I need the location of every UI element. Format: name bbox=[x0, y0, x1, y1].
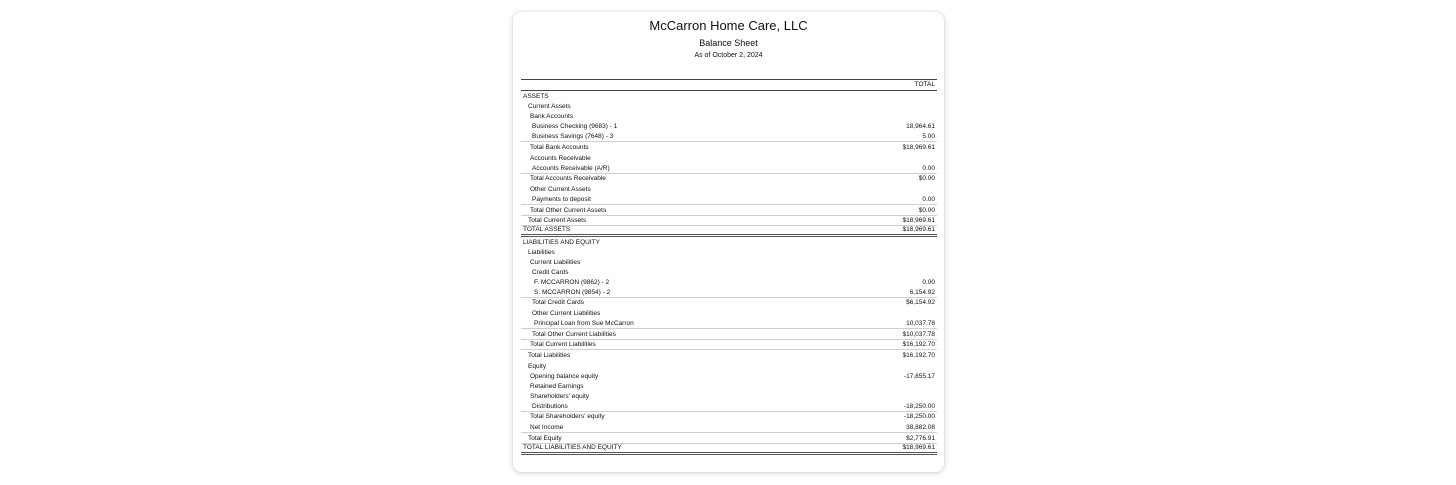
balance-sheet-report bbox=[513, 12, 944, 472]
row-amount: $18,969.61 bbox=[902, 217, 935, 224]
balance-sheet-table bbox=[521, 79, 937, 455]
row-label: Retained Earnings bbox=[530, 382, 584, 390]
total-row bbox=[521, 328, 937, 339]
row-label: Shareholders' equity bbox=[530, 392, 590, 400]
row-label: Distributions bbox=[532, 402, 568, 410]
table-row bbox=[521, 257, 937, 267]
row-amount: $0.00 bbox=[918, 206, 935, 214]
report-date: As of October 2, 2024 bbox=[694, 52, 763, 59]
total-row bbox=[521, 141, 937, 152]
table-row bbox=[521, 111, 937, 121]
row-amount: $6,154.92 bbox=[906, 299, 935, 306]
table-body bbox=[521, 91, 937, 455]
row-label: LIABILITIES AND EQUITY bbox=[523, 238, 600, 246]
total-row bbox=[521, 443, 937, 455]
row-amount: $18,969.61 bbox=[902, 443, 935, 451]
total-row bbox=[521, 349, 937, 360]
row-amount: 5.00 bbox=[922, 133, 935, 140]
row-amount: $16,192.70 bbox=[902, 341, 935, 348]
table-row bbox=[521, 360, 937, 371]
row-amount: $18,969.61 bbox=[902, 226, 935, 233]
row-label: Liabilities bbox=[528, 248, 555, 256]
row-label: Equity bbox=[528, 362, 547, 370]
row-label: Other Current Assets bbox=[530, 186, 591, 193]
total-row bbox=[521, 297, 937, 308]
table-row bbox=[521, 121, 937, 131]
row-label: Total Current Liabilities bbox=[530, 341, 596, 348]
table-row bbox=[521, 318, 937, 328]
row-label: Payments to deposit bbox=[532, 196, 591, 203]
total-row bbox=[521, 411, 937, 422]
table-row bbox=[521, 101, 937, 111]
row-amount: -18,250.00 bbox=[903, 402, 935, 410]
total-row bbox=[521, 215, 937, 226]
row-label: Total Bank Accounts bbox=[530, 143, 589, 151]
total-row bbox=[521, 204, 937, 215]
table-row bbox=[521, 194, 937, 204]
row-amount: 0.00 bbox=[922, 196, 935, 203]
row-label: Total Equity bbox=[528, 434, 562, 442]
row-amount: 0.00 bbox=[922, 278, 935, 286]
row-amount: $10,037.78 bbox=[902, 330, 935, 338]
row-label: Total Other Current Liabilities bbox=[532, 330, 616, 338]
table-row bbox=[521, 277, 937, 287]
table-row bbox=[521, 391, 937, 401]
company-name: McCarron Home Care, LLC bbox=[649, 18, 808, 33]
row-label: Credit Cards bbox=[532, 268, 569, 276]
row-amount: 18,964.61 bbox=[906, 123, 935, 130]
row-label: TOTAL LIABILITIES AND EQUITY bbox=[523, 443, 622, 451]
row-label: Total Accounts Receivable bbox=[530, 175, 606, 182]
row-label: Bank Accounts bbox=[530, 113, 573, 120]
row-label: Current Liabilities bbox=[530, 258, 581, 266]
row-label: Total Credit Cards bbox=[532, 299, 585, 306]
section-header-row bbox=[521, 237, 937, 247]
row-label: Current Assets bbox=[528, 103, 571, 110]
total-row bbox=[521, 173, 937, 184]
table-row bbox=[521, 131, 937, 141]
total-row bbox=[521, 432, 937, 443]
row-amount: 0.00 bbox=[922, 164, 935, 172]
column-header-total: TOTAL bbox=[914, 81, 935, 88]
row-amount: 6,154.92 bbox=[909, 288, 935, 296]
table-row bbox=[521, 381, 937, 391]
row-label: Accounts Receivable bbox=[530, 154, 591, 162]
row-amount: $0.00 bbox=[918, 175, 935, 182]
section-header-row bbox=[521, 91, 937, 101]
row-amount: $16,192.70 bbox=[902, 351, 935, 359]
table-row bbox=[521, 371, 937, 381]
row-label: Total Liabilities bbox=[528, 351, 571, 359]
table-row bbox=[521, 287, 937, 297]
total-row bbox=[521, 339, 937, 350]
table-row bbox=[521, 152, 937, 163]
row-label: Accounts Receivable (A/R) bbox=[532, 164, 610, 172]
table-row bbox=[521, 183, 937, 194]
row-amount: 10,037.78 bbox=[906, 320, 935, 327]
report-title: Balance Sheet bbox=[699, 38, 758, 48]
table-row bbox=[521, 247, 937, 257]
table-row bbox=[521, 421, 937, 432]
row-amount: $2,776.91 bbox=[906, 434, 935, 442]
table-row bbox=[521, 163, 937, 173]
row-label: Net Income bbox=[530, 424, 564, 431]
table-row bbox=[521, 267, 937, 277]
row-label: Other Current Liabilities bbox=[532, 310, 601, 317]
row-label: Business Savings (7648) - 3 bbox=[532, 133, 614, 140]
row-label: Opening balance equity bbox=[530, 372, 599, 380]
total-row bbox=[521, 225, 937, 237]
row-label: S. MCCARRON (9854) - 2 bbox=[534, 288, 611, 296]
row-amount: $18,969.61 bbox=[902, 143, 935, 151]
row-label: Principal Loan from Sue McCarron bbox=[534, 320, 634, 327]
row-label: F. MCCARRON (9862) - 2 bbox=[534, 278, 610, 286]
row-label: Total Current Assets bbox=[528, 217, 587, 224]
row-amount: -17,855.17 bbox=[903, 372, 935, 380]
table-row bbox=[521, 307, 937, 318]
row-label: Business Checking (9683) - 1 bbox=[532, 123, 618, 130]
row-label: Total Other Current Assets bbox=[530, 206, 607, 214]
table-header bbox=[521, 79, 937, 91]
row-label: ASSETS bbox=[523, 93, 549, 100]
row-label: TOTAL ASSETS bbox=[523, 226, 571, 233]
row-amount: 38,882.08 bbox=[906, 424, 935, 431]
table-row bbox=[521, 401, 937, 411]
row-label: Total Shareholders' equity bbox=[530, 413, 605, 420]
row-amount: -18,250.00 bbox=[903, 413, 935, 420]
